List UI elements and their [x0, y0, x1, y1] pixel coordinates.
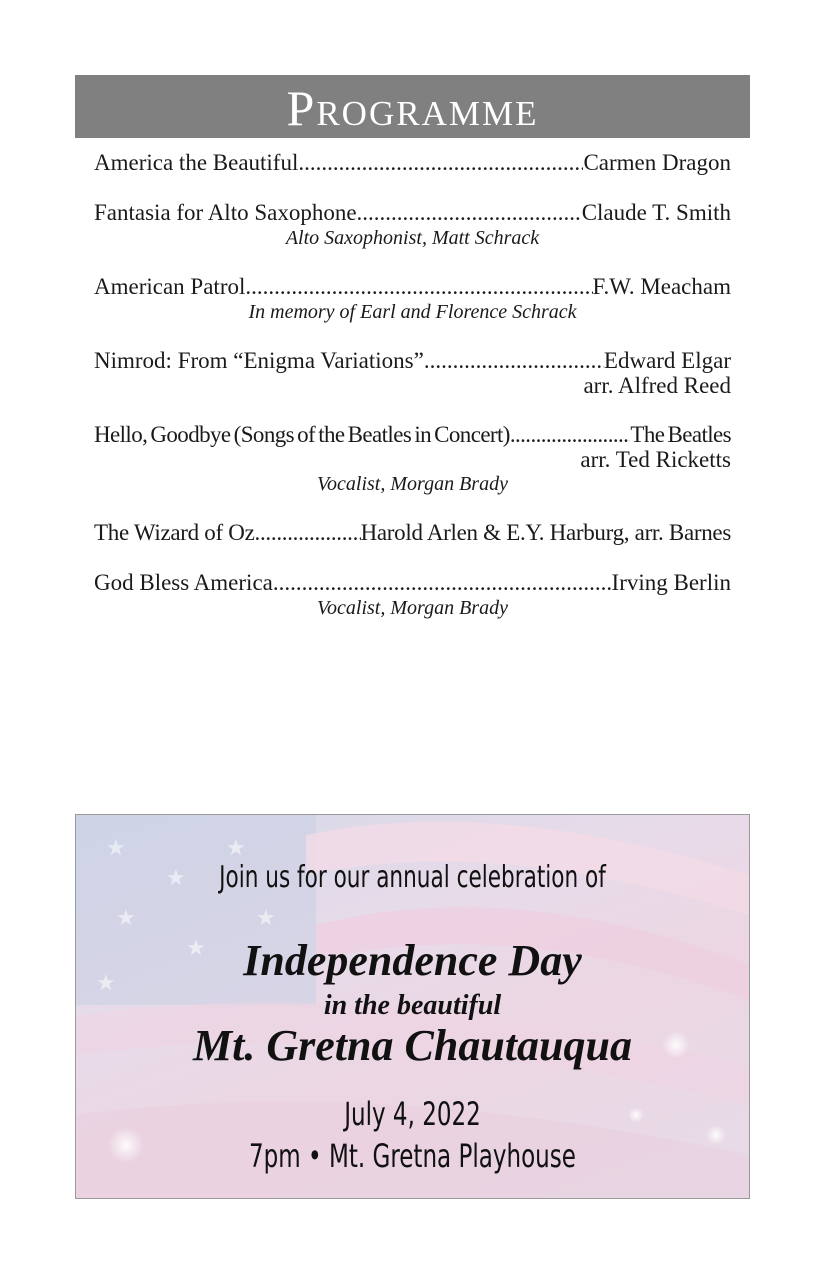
composer: Claude T. Smith: [581, 200, 731, 225]
svg-text:★: ★: [226, 836, 246, 861]
programme-entry: [94, 274, 731, 324]
piece-title: American Patrol: [94, 274, 246, 299]
programme-entry: [94, 570, 731, 620]
programme-entry: [94, 422, 731, 496]
performer-note: Alto Saxophonist, Matt Schrack: [285, 227, 540, 249]
event-date: July 4, 2022: [344, 1095, 481, 1133]
event-subtitle: in the beautiful: [323, 990, 502, 1021]
dot-leader: [298, 150, 583, 176]
dot-leader: [245, 274, 592, 300]
page-title: Programme: [286, 79, 539, 136]
svg-text:★: ★: [166, 866, 186, 891]
composer: Edward Elgar: [603, 348, 731, 373]
programme-entry: [94, 150, 731, 176]
promo-panel: [75, 814, 750, 1199]
dot-leader: [273, 570, 612, 596]
dot-leader: [255, 520, 361, 546]
piece-title: Nimrod: From “Enigma Variations”: [94, 348, 424, 373]
dot-leader: [424, 348, 604, 374]
dot-leader: [357, 200, 582, 226]
venue-title: Mt. Gretna Chautauqua: [193, 1021, 632, 1070]
performer-note: Vocalist, Morgan Brady: [317, 473, 508, 495]
invite-text: Join us for our annual celebration of: [219, 860, 606, 895]
svg-text:★: ★: [116, 906, 136, 931]
piece-title: God Bless America: [94, 570, 273, 595]
arranger: arr. Alfred Reed: [583, 373, 731, 398]
composer: The Beatles: [630, 422, 731, 447]
performer-note: Vocalist, Morgan Brady: [317, 597, 508, 619]
composer: Harold Arlen & E.Y. Harburg, arr. Barnes: [360, 520, 731, 545]
piece-title: Fantasia for Alto Saxophone: [94, 200, 357, 225]
svg-text:★: ★: [96, 971, 116, 996]
programme-list: [94, 150, 731, 644]
programme-entry: [94, 520, 731, 546]
dedication-note: In memory of Earl and Florence Schrack: [248, 301, 577, 323]
event-time-place: 7pm • Mt. Gretna Playhouse: [249, 1137, 576, 1175]
piece-title: America the Beautiful: [94, 150, 299, 175]
programme-entry: [94, 200, 731, 250]
programme-header: [75, 75, 750, 138]
dot-leader: [510, 422, 631, 448]
piece-title: Hello, Goodbye (Songs of the Beatles in Concert): [94, 422, 510, 447]
piece-title: The Wizard of Oz: [94, 520, 255, 545]
composer: F.W. Meacham: [592, 274, 731, 299]
arranger: arr. Ted Ricketts: [580, 447, 731, 472]
svg-text:★: ★: [256, 906, 276, 931]
event-title: Independence Day: [243, 936, 582, 985]
composer: Carmen Dragon: [583, 150, 731, 175]
composer: Irving Berlin: [611, 570, 731, 595]
svg-text:★: ★: [186, 936, 206, 961]
svg-text:★: ★: [106, 836, 126, 861]
programme-entry: [94, 348, 731, 398]
